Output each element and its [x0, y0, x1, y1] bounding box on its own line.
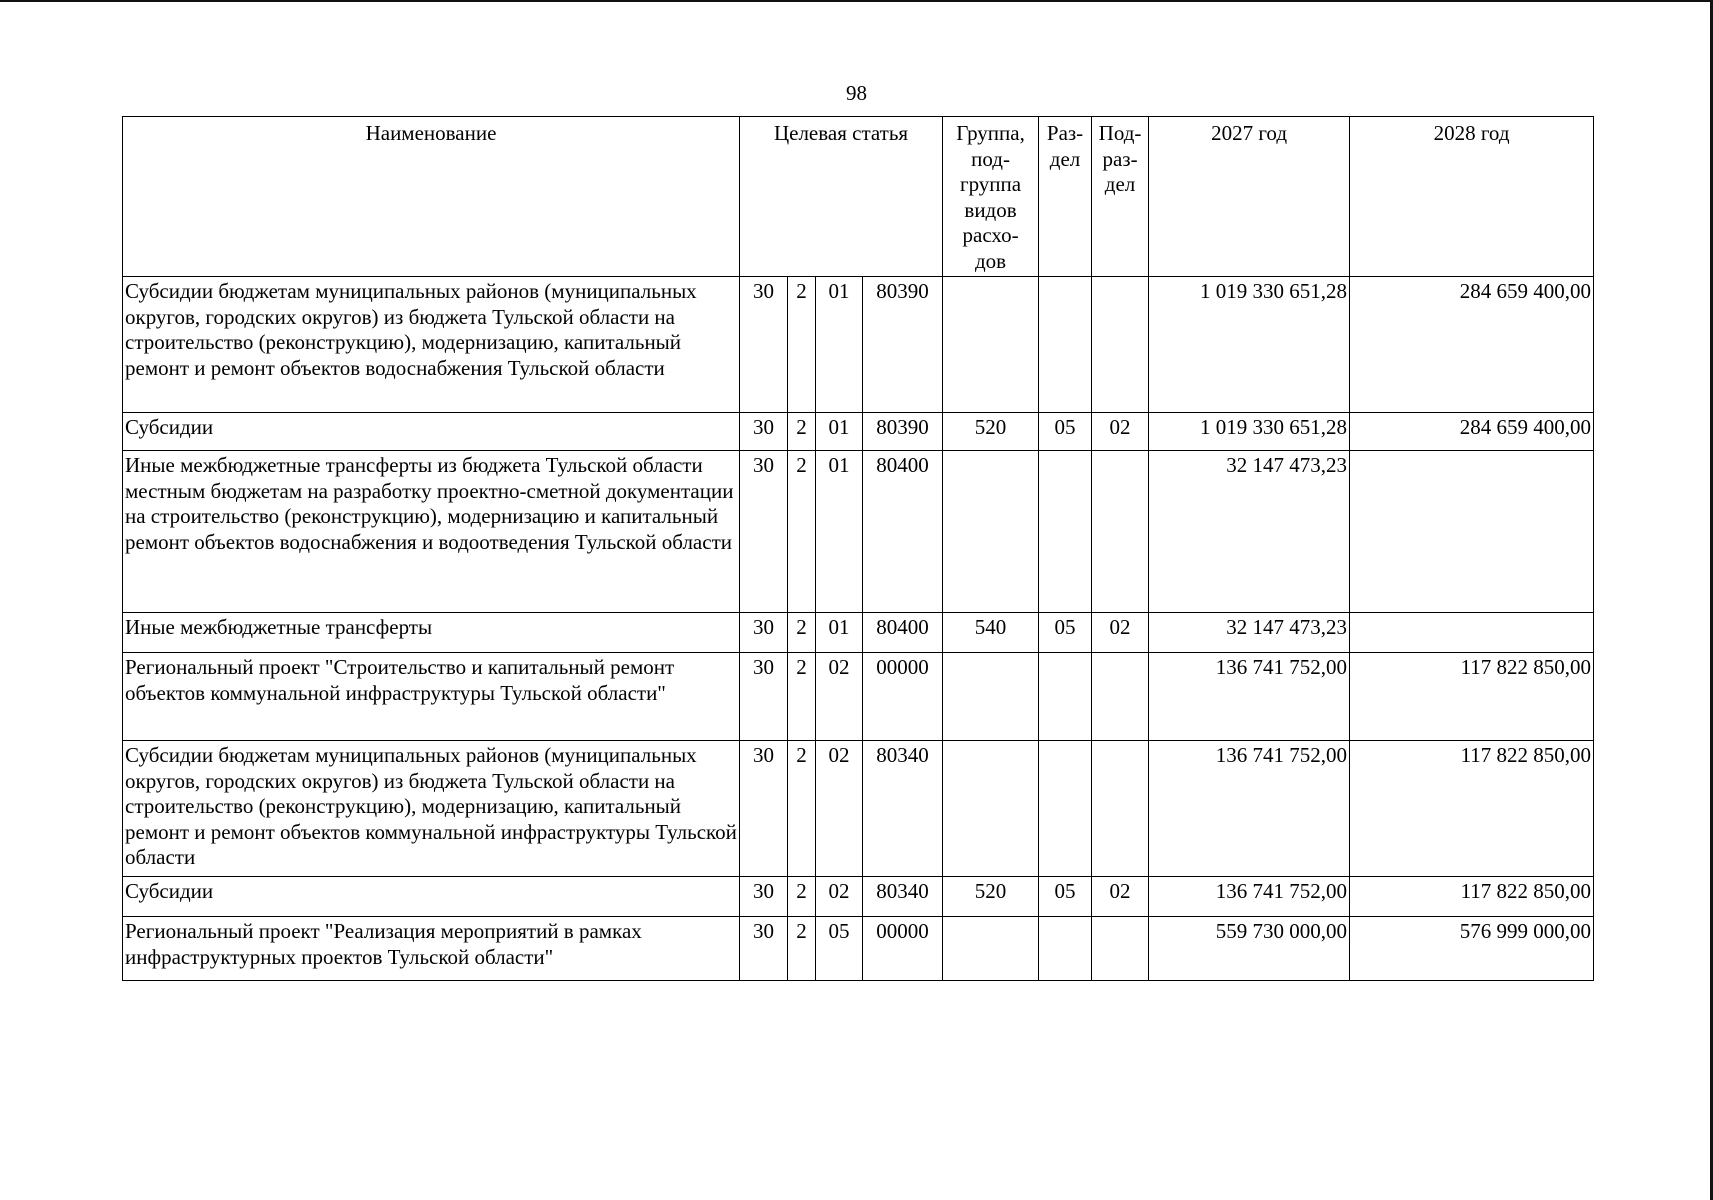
row-subsection: 02 [1092, 613, 1149, 653]
row-subsection: 02 [1092, 877, 1149, 917]
row-amount-2028 [1350, 451, 1594, 613]
row-name: Субсидии [123, 413, 740, 451]
header-target-article: Целевая статья [740, 117, 943, 277]
row-section [1039, 741, 1092, 877]
row-section [1039, 917, 1092, 981]
row-target-event: 01 [816, 613, 863, 653]
row-target-direction: 80390 [863, 413, 943, 451]
row-section [1039, 451, 1092, 613]
header-subsection: Под- раз- дел [1092, 117, 1149, 277]
row-amount-2027: 136 741 752,00 [1149, 877, 1350, 917]
row-target-program: 30 [740, 653, 788, 741]
row-target-program: 30 [740, 413, 788, 451]
row-target-program: 30 [740, 277, 788, 413]
row-target-direction: 00000 [863, 653, 943, 741]
row-amount-2027: 559 730 000,00 [1149, 917, 1350, 981]
header-expense-group: Группа, под- группа видов расхо- дов [943, 117, 1039, 277]
row-target-direction: 80390 [863, 277, 943, 413]
row-amount-2028: 576 999 000,00 [1350, 917, 1594, 981]
table-row [123, 917, 1594, 981]
row-target-event: 01 [816, 413, 863, 451]
row-amount-2028 [1350, 613, 1594, 653]
row-target-event: 01 [816, 451, 863, 613]
row-name: Региональный проект "Строительство и капитальный ремонт объектов коммунальной инфраструктуры Тульской области" [123, 653, 740, 741]
header-section: Раз- дел [1039, 117, 1092, 277]
row-amount-2028: 284 659 400,00 [1350, 413, 1594, 451]
row-target-program: 30 [740, 741, 788, 877]
row-section: 05 [1039, 877, 1092, 917]
row-name: Региональный проект "Реализация мероприятий в рамках инфраструктурных проектов Тульской области" [123, 917, 740, 981]
row-target-subprogram: 2 [788, 877, 816, 917]
row-subsection [1092, 653, 1149, 741]
row-expense-group: 520 [943, 413, 1039, 451]
row-target-subprogram: 2 [788, 653, 816, 741]
row-expense-group [943, 917, 1039, 981]
row-section [1039, 653, 1092, 741]
row-amount-2028: 117 822 850,00 [1350, 741, 1594, 877]
row-amount-2028: 284 659 400,00 [1350, 277, 1594, 413]
header-name: Наименование [123, 117, 740, 277]
table-row [123, 877, 1594, 917]
header-year-2027: 2027 год [1149, 117, 1350, 277]
budget-table [122, 116, 1594, 981]
row-target-direction: 80340 [863, 877, 943, 917]
row-name: Иные межбюджетные трансферты из бюджета Тульской области местным бюджетам на разработку проектно-сметной документации на строительство (реконструкцию), модернизацию и капитальный ремонт объектов водоснабжения и водоотведения Тульской области [123, 451, 740, 613]
row-target-event: 02 [816, 877, 863, 917]
row-target-event: 02 [816, 653, 863, 741]
row-target-direction: 80340 [863, 741, 943, 877]
row-expense-group [943, 653, 1039, 741]
row-section: 05 [1039, 413, 1092, 451]
row-section: 05 [1039, 613, 1092, 653]
table-row [123, 653, 1594, 741]
table-row [123, 741, 1594, 877]
row-target-direction: 80400 [863, 451, 943, 613]
row-target-event: 01 [816, 277, 863, 413]
row-expense-group [943, 277, 1039, 413]
page-number: 98 [846, 81, 867, 105]
row-amount-2027: 136 741 752,00 [1149, 741, 1350, 877]
table-row [123, 613, 1594, 653]
row-target-subprogram: 2 [788, 917, 816, 981]
row-name: Субсидии [123, 877, 740, 917]
row-target-subprogram: 2 [788, 413, 816, 451]
row-target-subprogram: 2 [788, 277, 816, 413]
row-subsection [1092, 277, 1149, 413]
row-target-direction: 00000 [863, 917, 943, 981]
header-year-2028: 2028 год [1350, 117, 1594, 277]
row-target-program: 30 [740, 613, 788, 653]
row-amount-2028: 117 822 850,00 [1350, 877, 1594, 917]
row-section [1039, 277, 1092, 413]
row-expense-group: 540 [943, 613, 1039, 653]
row-amount-2027: 1 019 330 651,28 [1149, 277, 1350, 413]
scan-border-top [0, 0, 1713, 2]
row-amount-2028: 117 822 850,00 [1350, 653, 1594, 741]
row-expense-group: 520 [943, 877, 1039, 917]
row-amount-2027: 32 147 473,23 [1149, 451, 1350, 613]
row-name: Субсидии бюджетам муниципальных районов (муниципальных округов, городских округов) из бюджета Тульской области на строительство (реконструкцию), модернизацию, капитальный ремонт и ремонт объектов коммунальной инфраструктуры Тульской области [123, 741, 740, 877]
row-amount-2027: 32 147 473,23 [1149, 613, 1350, 653]
row-expense-group [943, 741, 1039, 877]
row-amount-2027: 1 019 330 651,28 [1149, 413, 1350, 451]
row-subsection: 02 [1092, 413, 1149, 451]
row-subsection [1092, 917, 1149, 981]
row-target-event: 02 [816, 741, 863, 877]
row-target-program: 30 [740, 917, 788, 981]
row-subsection [1092, 741, 1149, 877]
row-name: Иные межбюджетные трансферты [123, 613, 740, 653]
row-target-program: 30 [740, 877, 788, 917]
row-target-event: 05 [816, 917, 863, 981]
row-target-program: 30 [740, 451, 788, 613]
table-row [123, 277, 1594, 413]
row-target-subprogram: 2 [788, 741, 816, 877]
row-target-direction: 80400 [863, 613, 943, 653]
table-header-row [123, 117, 1594, 277]
table-row [123, 413, 1594, 451]
row-target-subprogram: 2 [788, 613, 816, 653]
row-subsection [1092, 451, 1149, 613]
table-row [123, 451, 1594, 613]
row-name: Субсидии бюджетам муниципальных районов (муниципальных округов, городских округов) из бюджета Тульской области на строительство (реконструкцию), модернизацию, капитальный ремонт и ремонт объектов водоснабжения Тульской области [123, 277, 740, 413]
row-amount-2027: 136 741 752,00 [1149, 653, 1350, 741]
row-expense-group [943, 451, 1039, 613]
row-target-subprogram: 2 [788, 451, 816, 613]
